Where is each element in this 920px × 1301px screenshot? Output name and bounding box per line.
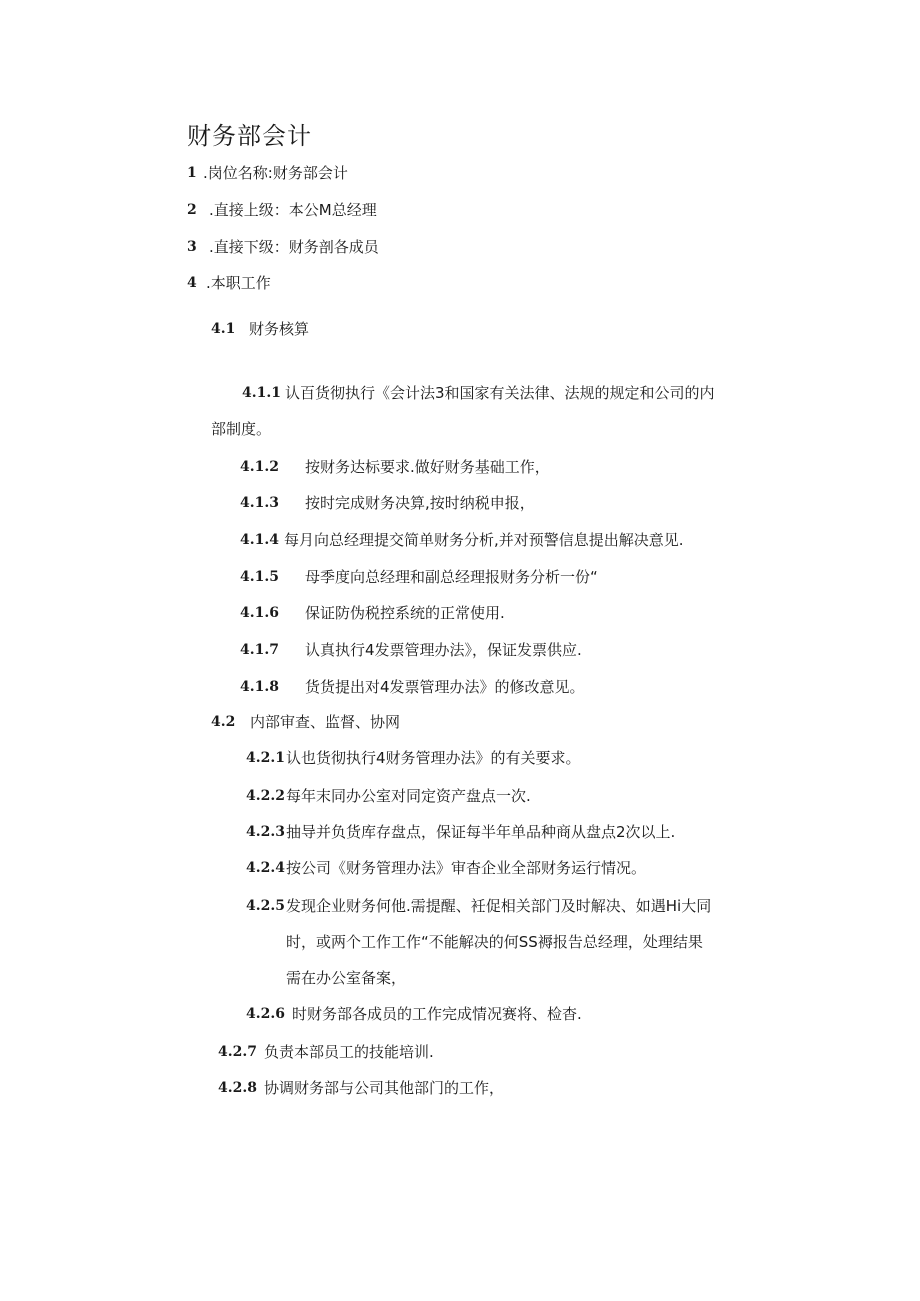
item-text: 部制度。 bbox=[211, 420, 272, 438]
section-number: 4.2 bbox=[211, 714, 236, 730]
section-text: 内部审查、监督、协网 bbox=[250, 713, 401, 731]
item-number: 4.2.7 bbox=[218, 1044, 257, 1060]
section-text: 财务核算 bbox=[249, 320, 310, 338]
item-text: 每年末同办公室对同定资产盘点一次. bbox=[286, 787, 531, 805]
item-text: .岗位名称:财务部会计 bbox=[203, 164, 348, 182]
item-text: 负责本部员工的技能培训. bbox=[264, 1043, 434, 1061]
item-text: 按公司《财务管理办法》审杳企业全部财务运行情况。 bbox=[286, 859, 647, 877]
item-number: 4.2.5 bbox=[246, 898, 285, 914]
item-number: 4.1.7 bbox=[240, 642, 279, 658]
item-number: 4.2.6 bbox=[246, 1006, 285, 1022]
item-text: 认也货彻执行4财务管理办法》的有关要求。 bbox=[286, 749, 581, 767]
item-number: 4.2.2 bbox=[246, 788, 285, 804]
item-text: 按财务达标要求.做好财务基础工作， bbox=[305, 458, 550, 476]
item-text: 母季度向总经理和副总经理报财务分析一份“ bbox=[305, 568, 598, 586]
item-text: 发现企业财务何他.需提醒、衽促相关部门及时解决、如遇Hi大同 bbox=[286, 897, 712, 915]
item-number: 4.1.1 bbox=[242, 385, 281, 401]
item-number: 4 bbox=[187, 275, 197, 291]
item-text: .直接下级：财务剖各成员 bbox=[209, 238, 379, 256]
item-text: .本职工作 bbox=[206, 274, 271, 292]
item-text: 保证防伪税控系统的正常使用. bbox=[305, 604, 505, 622]
item-text: 时财务部各成员的工作完成情况赛将、检杳. bbox=[292, 1005, 582, 1023]
item-number: 1 bbox=[187, 165, 197, 181]
item-text: 每月向总经理提交简单财务分析,并对预警信息提出解决意见. bbox=[284, 531, 684, 549]
item-text: .直接上级：本公M总经理 bbox=[209, 201, 377, 219]
item-text: 按时完成财务决算,按时纳税申报， bbox=[305, 494, 535, 512]
item-number: 4.1.6 bbox=[240, 605, 279, 621]
item-text: 认真执行4发票管理办法》，保证发票供应. bbox=[305, 641, 582, 659]
document-title: 财务部会计 bbox=[187, 122, 312, 150]
item-number: 4.2.4 bbox=[246, 860, 285, 876]
item-number: 4.1.2 bbox=[240, 459, 279, 475]
item-number: 4.1.3 bbox=[240, 495, 279, 511]
item-text: 时，或两个工作工作“不能解决的何SS褥报告总经理，处理结果 bbox=[286, 933, 703, 951]
item-number: 4.1.5 bbox=[240, 569, 279, 585]
item-text: 认百货彻执行《会计法3和国家有关法律、法规的规定和公司的内 bbox=[285, 384, 715, 402]
item-number: 4.1.4 bbox=[240, 532, 279, 548]
item-number: 4.2.8 bbox=[218, 1080, 257, 1096]
item-number: 2 bbox=[187, 202, 197, 218]
item-number: 4.1.8 bbox=[240, 679, 279, 695]
item-text: 协调财务部与公司其他部门的工作， bbox=[264, 1079, 505, 1097]
section-number: 4.1 bbox=[211, 321, 236, 337]
item-text: 货货提出对4发票管理办法》的修改意见。 bbox=[305, 678, 585, 696]
item-text: 抽导并负货库存盘点，保证每半年单品种商从盘点2次以上. bbox=[286, 823, 676, 841]
item-number: 3 bbox=[187, 239, 197, 255]
item-text: 需在办公室备案， bbox=[286, 969, 407, 987]
item-number: 4.2.3 bbox=[246, 824, 285, 840]
item-number: 4.2.1 bbox=[246, 750, 285, 766]
